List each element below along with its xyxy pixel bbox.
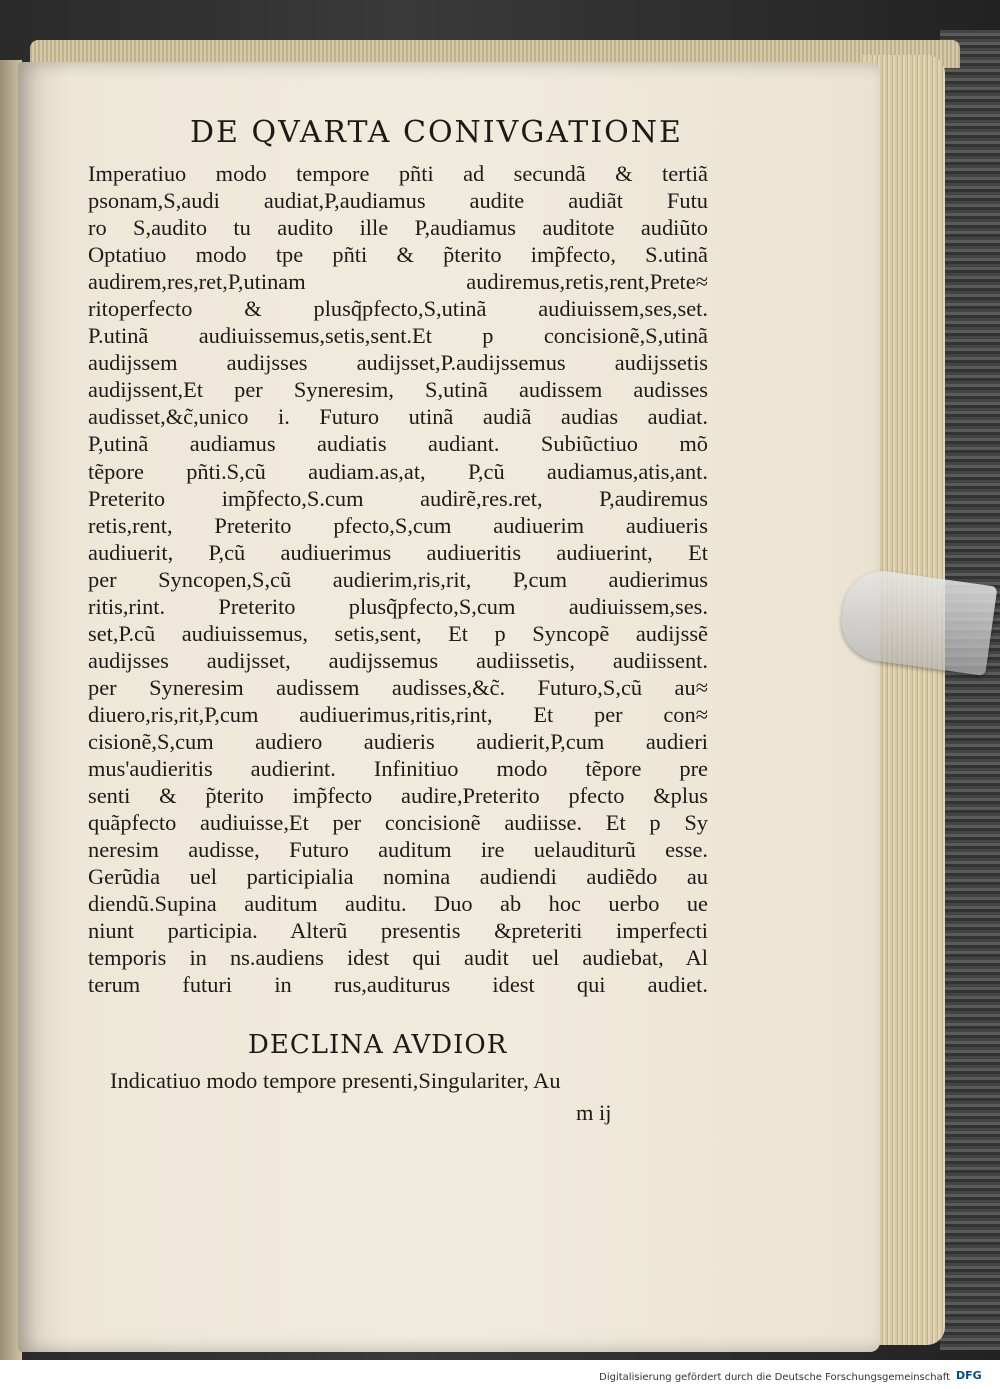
section-first-line: Indicatiuo modo tempore presenti,Singulariter, Au bbox=[110, 1068, 561, 1093]
text-line: psonam,S,audi audiat,P,audiamus audite audiãt Futu bbox=[88, 188, 708, 214]
dfg-logo: DFG bbox=[956, 1369, 982, 1382]
body-text-block bbox=[88, 160, 708, 998]
text-line: mus'audieritis audierint. Infinitiuo modo tẽpore pre bbox=[88, 756, 708, 782]
signature-mark: m ij bbox=[576, 1100, 612, 1125]
text-line: quãpfecto audiuisse,Et per concisionẽ audiisse. Et p Sy bbox=[88, 810, 708, 836]
text-line: diuero,ris,rit,P,cum audiuerimus,ritis,rint, Et per con≈ bbox=[88, 701, 708, 727]
text-line: ritis,rint. Preterito plusq̃pfecto,S,cum audiuissem,ses. bbox=[88, 593, 708, 619]
text-line: Optatiuo modo tpe pñti & p̃terito imp̃fecto, S.utinã bbox=[88, 242, 708, 268]
text-line: niunt participia. Alterũ presentis &preteriti imperfecti bbox=[88, 918, 708, 944]
text-line: senti & p̃terito imp̃fecto audire,Preterito pfecto &plus bbox=[88, 783, 708, 809]
text-line: P,utinã audiamus audiatis audiant. Subiũctiuo mõ bbox=[88, 431, 708, 457]
text-line: per Syncopen,S,cũ audierim,ris,rit, P,cum audierimus bbox=[88, 566, 708, 592]
text-line: audisset,&c̃,unico i. Futuro utinã audiã audias audiat. bbox=[88, 404, 708, 430]
text-line: Gerũdia uel participialia nomina audiendi audiẽdo au bbox=[88, 864, 708, 890]
text-line: audirem,res,ret,P,utinam audiremus,retis,rent,Prete≈ bbox=[88, 269, 708, 295]
funding-credit: Digitalisierung gefördert durch die Deutsche Forschungsgemeinschaft bbox=[599, 1372, 950, 1383]
text-line: set,P.cũ audiuissemus, setis,sent, Et p Syncopẽ audijssẽ bbox=[88, 620, 708, 646]
text-line: retis,rent, Preterito pfecto,S,cum audiuerim audiueris bbox=[88, 512, 708, 538]
text-line: terum futuri in rus,auditurus idest qui audiet. bbox=[88, 972, 708, 998]
text-line: per Syneresim audissem audisses,&c̃. Futuro,S,cũ au≈ bbox=[88, 674, 708, 700]
text-line: ritoperfecto & plusq̃pfecto,S,utinã audiuissem,ses,set. bbox=[88, 296, 708, 322]
text-line: audiuerit, P,cũ audiuerimus audiueritis audiuerint, Et bbox=[88, 539, 708, 565]
running-header: DE QVARTA CONIVGATIONE bbox=[190, 115, 683, 150]
text-line: audijssem audijsses audijsset,P.audijssemus audijssetis bbox=[88, 350, 708, 376]
text-line: cisionẽ,S,cum audiero audieris audierit,P,cum audieri bbox=[88, 728, 708, 754]
text-line: Imperatiuo modo tempore pñti ad secundã & tertiã bbox=[88, 161, 708, 186]
text-line: Preterito imp̃fecto,S.cum audirẽ,res.ret, P,audiremus bbox=[88, 485, 708, 511]
text-line: P.utinã audiuissemus,setis,sent.Et p concisionẽ,S,utinã bbox=[88, 323, 708, 349]
text-line: temporis in ns.audiens idest qui audit uel audiebat, Al bbox=[88, 945, 708, 971]
text-line: ro S,audito tu audito ille P,audiamus auditote audiũto bbox=[88, 215, 708, 241]
text-line: diendũ.Supina auditum auditu. Duo ab hoc uerbo ue bbox=[88, 891, 708, 917]
text-line: tẽpore pñti.S,cũ audiam.as,at, P,cũ audiamus,atis,ant. bbox=[88, 458, 708, 484]
footer-bar bbox=[0, 1360, 1000, 1389]
text-line: audijsses audijsset, audijssemus audiissetis, audiissent. bbox=[88, 647, 708, 673]
text-line: neresim audisse, Futuro auditum ire uelauditurũ esse. bbox=[88, 837, 708, 863]
book-cover-edge bbox=[940, 30, 1000, 1350]
section-title: DECLINA AVDIOR bbox=[248, 1030, 508, 1060]
text-line: audijssent,Et per Syneresim, S,utinã audissem audisses bbox=[88, 377, 708, 403]
